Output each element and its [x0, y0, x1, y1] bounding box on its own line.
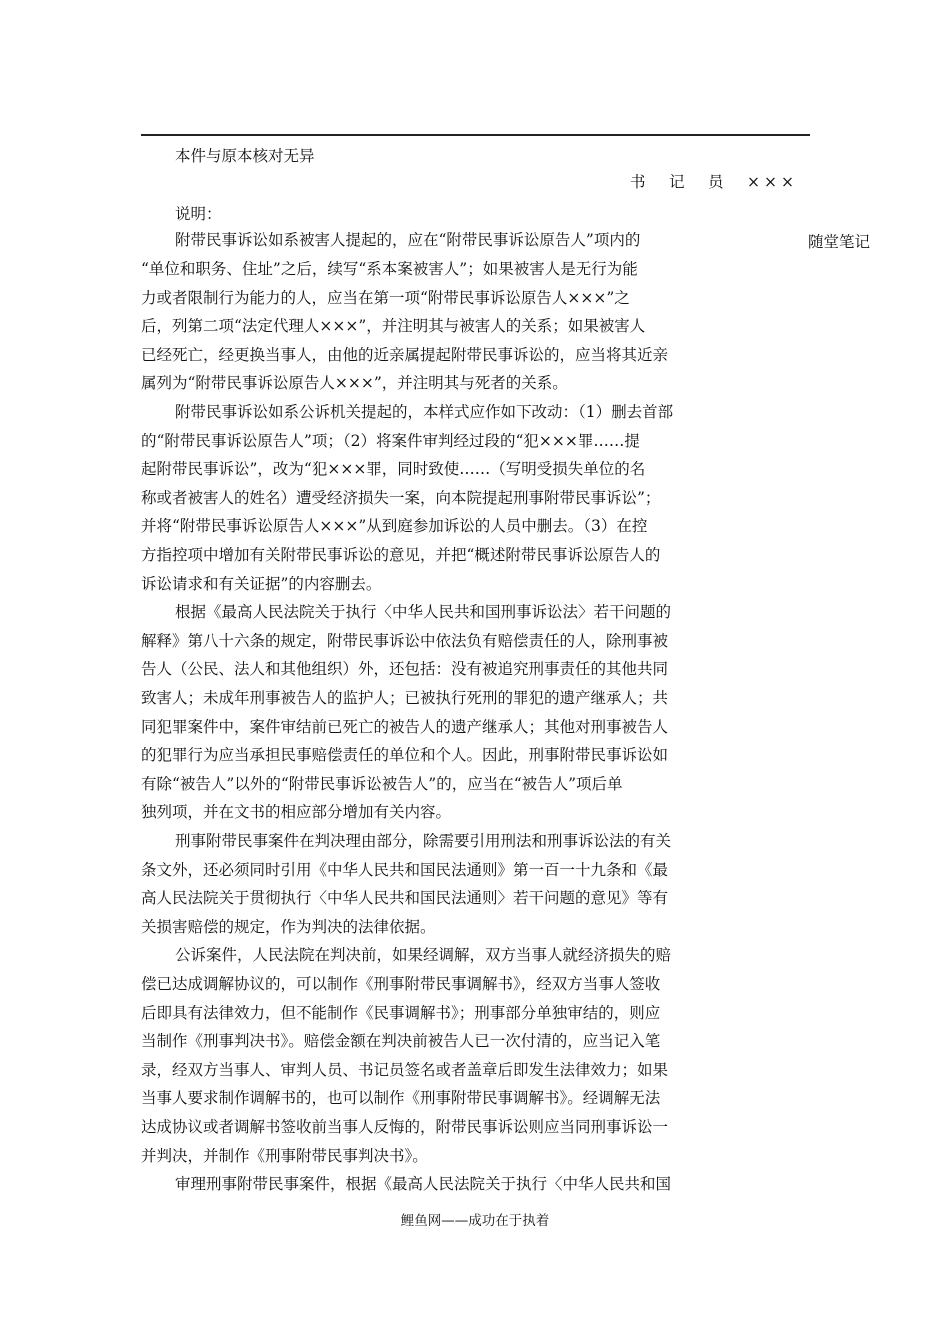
text-line: 达成协议或者调解书签收前当事人反悔的，附带民事诉讼则应当同刑事诉讼一	[141, 1118, 669, 1136]
text-line: 有除“被告人”以外的“附带民事诉讼被告人”的，应当在“被告人”项后单	[141, 775, 623, 793]
text-line: 附带民事诉讼如系被害人提起的，应在“附带民事诉讼原告人”项内的	[175, 231, 641, 249]
text-line: 审理刑事附带民事案件，根据《最高人民法院关于执行〈中华人民共和国	[175, 1175, 672, 1193]
header-rule	[141, 134, 810, 136]
text-line: 偿已达成调解协议的，可以制作《刑事附带民事调解书》，经双方当事人签收	[141, 975, 661, 993]
text-line: 方指控项中增加有关附带民事诉讼的意见，并把“概述附带民事诉讼原告人的	[141, 546, 661, 564]
side-note: 随堂笔记	[808, 233, 871, 251]
text-line: 已经死亡，经更换当事人，由他的近亲属提起附带民事诉讼的，应当将其近亲	[141, 346, 669, 364]
text-line: 起附带民事诉讼”，改为“犯×××罪，同时致使……（写明受损失单位的名	[141, 460, 646, 478]
text-line: 告人（公民、法人和其他组织）外，还包括：没有被追究刑事责任的其他共同	[141, 660, 669, 678]
text-line: 录，经双方当事人、审判人员、书记员签名或者盖章后即发生法律效力；如果	[141, 1061, 669, 1079]
text-line: 后，列第二项“法定代理人×××”，并注明其与被害人的关系；如果被害人	[141, 317, 646, 335]
text-line: 并将“附带民事诉讼原告人×××”从到庭参加诉讼的人员中删去。（3）在控	[141, 517, 648, 535]
text-line: 力或者限制行为能力的人，应当在第一项“附带民事诉讼原告人×××”之	[141, 289, 630, 307]
text-line: 同犯罪案件中，案件审结前已死亡的被告人的遗产继承人；其他对刑事被告人	[141, 718, 669, 736]
text-line: 属列为“附带民事诉讼原告人×××”，并注明其与死者的关系。	[141, 374, 568, 392]
text-line: 称或者被害人的姓名）遭受经济损失一案，向本院提起刑事附带民事诉讼”；	[141, 489, 661, 507]
text-line: 诉讼请求和有关证据”的内容删去。	[141, 575, 382, 593]
text-line: 的犯罪行为应当承担民事赔偿责任的单位和个人。因此，刑事附带民事诉讼如	[141, 746, 669, 764]
text-line: 后即具有法律效力，但不能制作《民事调解书》；刑事部分单独审结的，则应	[141, 1004, 661, 1022]
text-line: 致害人；未成年刑事被告人的监护人；已被执行死刑的罪犯的遗产继承人；共	[141, 689, 669, 707]
text-line: 当事人要求制作调解书的，也可以制作《刑事附带民事调解书》。经调解无法	[141, 1089, 661, 1107]
text-line: 高人民法院关于贯彻执行〈中华人民共和国民法通则〉若干问题的意见》等有	[141, 889, 669, 907]
text-line: 关损害赔偿的规定，作为判决的法律依据。	[141, 918, 436, 936]
text-line: “单位和职务、住址”之后，续写“系本案被害人”；如果被害人是无行为能	[141, 260, 638, 278]
certification-line: 本件与原本核对无异	[175, 147, 315, 165]
text-line: 的“附带民事诉讼原告人”项；（2）将案件审判经过段的“犯×××罪……提	[141, 432, 640, 450]
explanation-heading: 说明：	[175, 205, 222, 223]
text-line: 当制作《刑事判决书》。赔偿金额在判决前被告人已一次付清的，应当记入笔	[141, 1032, 661, 1050]
text-line: 刑事附带民事案件在判决理由部分，除需要引用刑法和刑事诉讼法的有关	[175, 832, 672, 850]
clerk-signature: 书 记 员 ×××	[630, 173, 798, 191]
text-line: 条文外，还必须同时引用《中华人民共和国民法通则》第一百一十九条和《最	[141, 861, 669, 879]
text-line: 根据《最高人民法院关于执行〈中华人民共和国刑事诉讼法〉若干问题的	[175, 603, 672, 621]
text-line: 公诉案件，人民法院在判决前，如果经调解，双方当事人就经济损失的赔	[175, 946, 672, 964]
page-footer: 鲤鱼网——成功在于执着	[400, 1213, 550, 1229]
text-line: 解释》第八十六条的规定，附带民事诉讼中依法负有赔偿责任的人，除刑事被	[141, 632, 669, 650]
text-line: 附带民事诉讼如系公诉机关提起的，本样式应作如下改动：（1）删去首部	[175, 403, 674, 421]
text-line: 独列项，并在文书的相应部分增加有关内容。	[141, 803, 452, 821]
text-line: 并判决，并制作《刑事附带民事判决书》。	[141, 1147, 428, 1165]
